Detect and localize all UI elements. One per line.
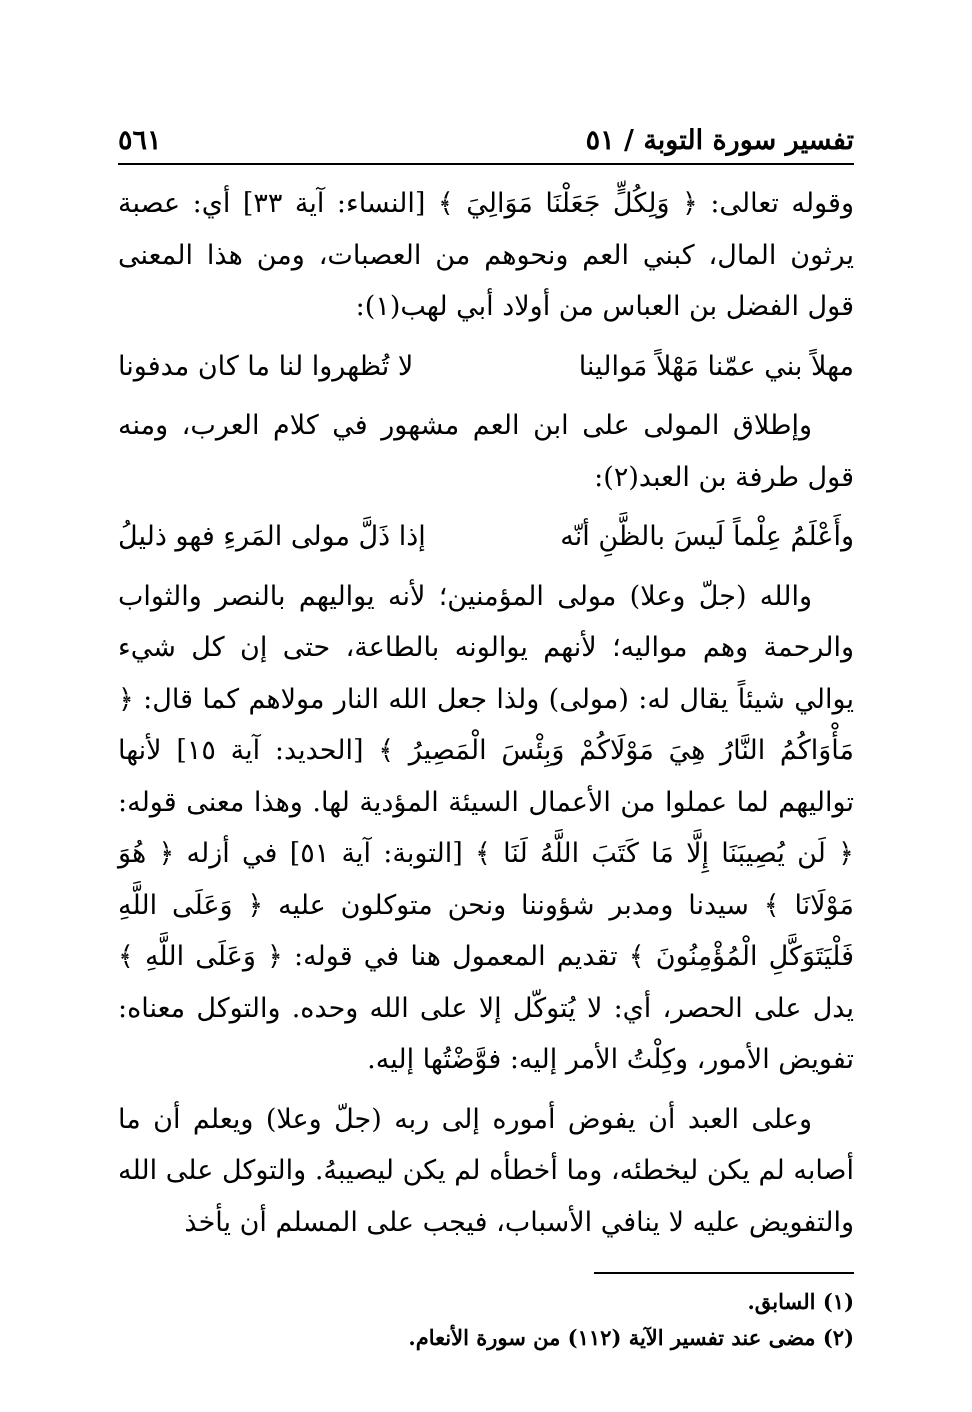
verse-2-second-hemistich: إذا ذَلَّ مولى المَرءِ فهو ذليلُ — [118, 521, 426, 552]
footnote-divider — [594, 1272, 854, 1274]
paragraph-3: والله (جلّ وعلا) مولى المؤمنين؛ لأنه يواليهم بالنصر والثواب والرحمة وهم مواليه؛ لأنهم يوالونه بالطاعة، حتى إن كل شيء يوالي شيئاً يقال له: (مولى) ولذا جعل الله النار مولاهم كما قال: ﴿ مَأْوَاكُمُ النَّارُ هِيَ مَوْلَاكُمْ وَبِئْسَ الْمَصِيرُ ﴾ [الحديد: آية ١٥] لأنها تواليهم لما عملوا من الأعمال السيئة المؤدية لها. وهذا معنى قوله: ﴿ لَن يُصِيبَنَا إِلَّا مَا كَتَبَ اللَّهُ لَنَا ﴾ [التوبة: آية ٥١] في أزله ﴿ هُوَ مَوْلَانَا ﴾ سيدنا ومدبر شؤوننا ونحن متوكلون عليه ﴿ وَعَلَى اللَّهِ فَلْيَتَوَكَّلِ الْمُؤْمِنُونَ ﴾ تقديم المعمول هنا في قوله: ﴿ وَعَلَى اللَّهِ ﴾ يدل على الحصر، أي: لا يُتوكّل إلا على الله وحده. والتوكل معناه: تفويض الأمور، وكِلْتُ الأمر إليه: فوَّضْتُها إليه. — [118, 580, 854, 1075]
footnote-2: (٢) مضى عند تفسير الآية (١١٢) من سورة الأنعام. — [408, 1325, 854, 1350]
poetry-verse-1 — [118, 341, 854, 393]
poetry-verse-2 — [118, 511, 854, 563]
header-divider — [118, 163, 854, 165]
verse-2-first-hemistich: وأَعْلَمُ عِلْماً لَيسَ بالظَّنِ أنّه — [560, 521, 854, 552]
footnote-1: (١) السابق. — [747, 1289, 854, 1314]
paragraph-2: وإطلاق المولى على ابن العم مشهور في كلام العرب، ومنه قول طرفة بن العبد(٢): — [118, 410, 854, 493]
verse-1-first-hemistich: مهلاً بني عمّنا مَهْلاً مَوالينا — [578, 350, 854, 382]
footnotes — [118, 1284, 854, 1356]
header-title: تفسير سورة التوبة / ٥١ — [585, 125, 854, 156]
page-number: ٥٦١ — [118, 125, 162, 156]
verse-1-second-hemistich: لا تُظهروا لنا ما كان مدفونا — [118, 350, 414, 382]
paragraph-4: وعلى العبد أن يفوض أموره إلى ربه (جلّ وعلا) ويعلم أن ما أصابه لم يكن ليخطئه، وما أخطأه لم يكن ليصيبهُ. والتوكل على الله والتفويض عليه لا ينافي الأسباب، فيجب على المسلم أن يأخذ — [118, 1103, 854, 1238]
running-header — [118, 112, 854, 156]
main-text — [118, 178, 854, 1248]
paragraph-1: وقوله تعالى: ﴿ وَلِكُلٍّ جَعَلْنَا مَوَالِيَ ﴾ [النساء: آية ٣٣] أي: عصبة يرثون المال، كبني العم ونحوهم من العصبات، ومن هذا المعنى قول الفضل بن العباس من أولاد أبي لهب(١): — [118, 188, 855, 322]
